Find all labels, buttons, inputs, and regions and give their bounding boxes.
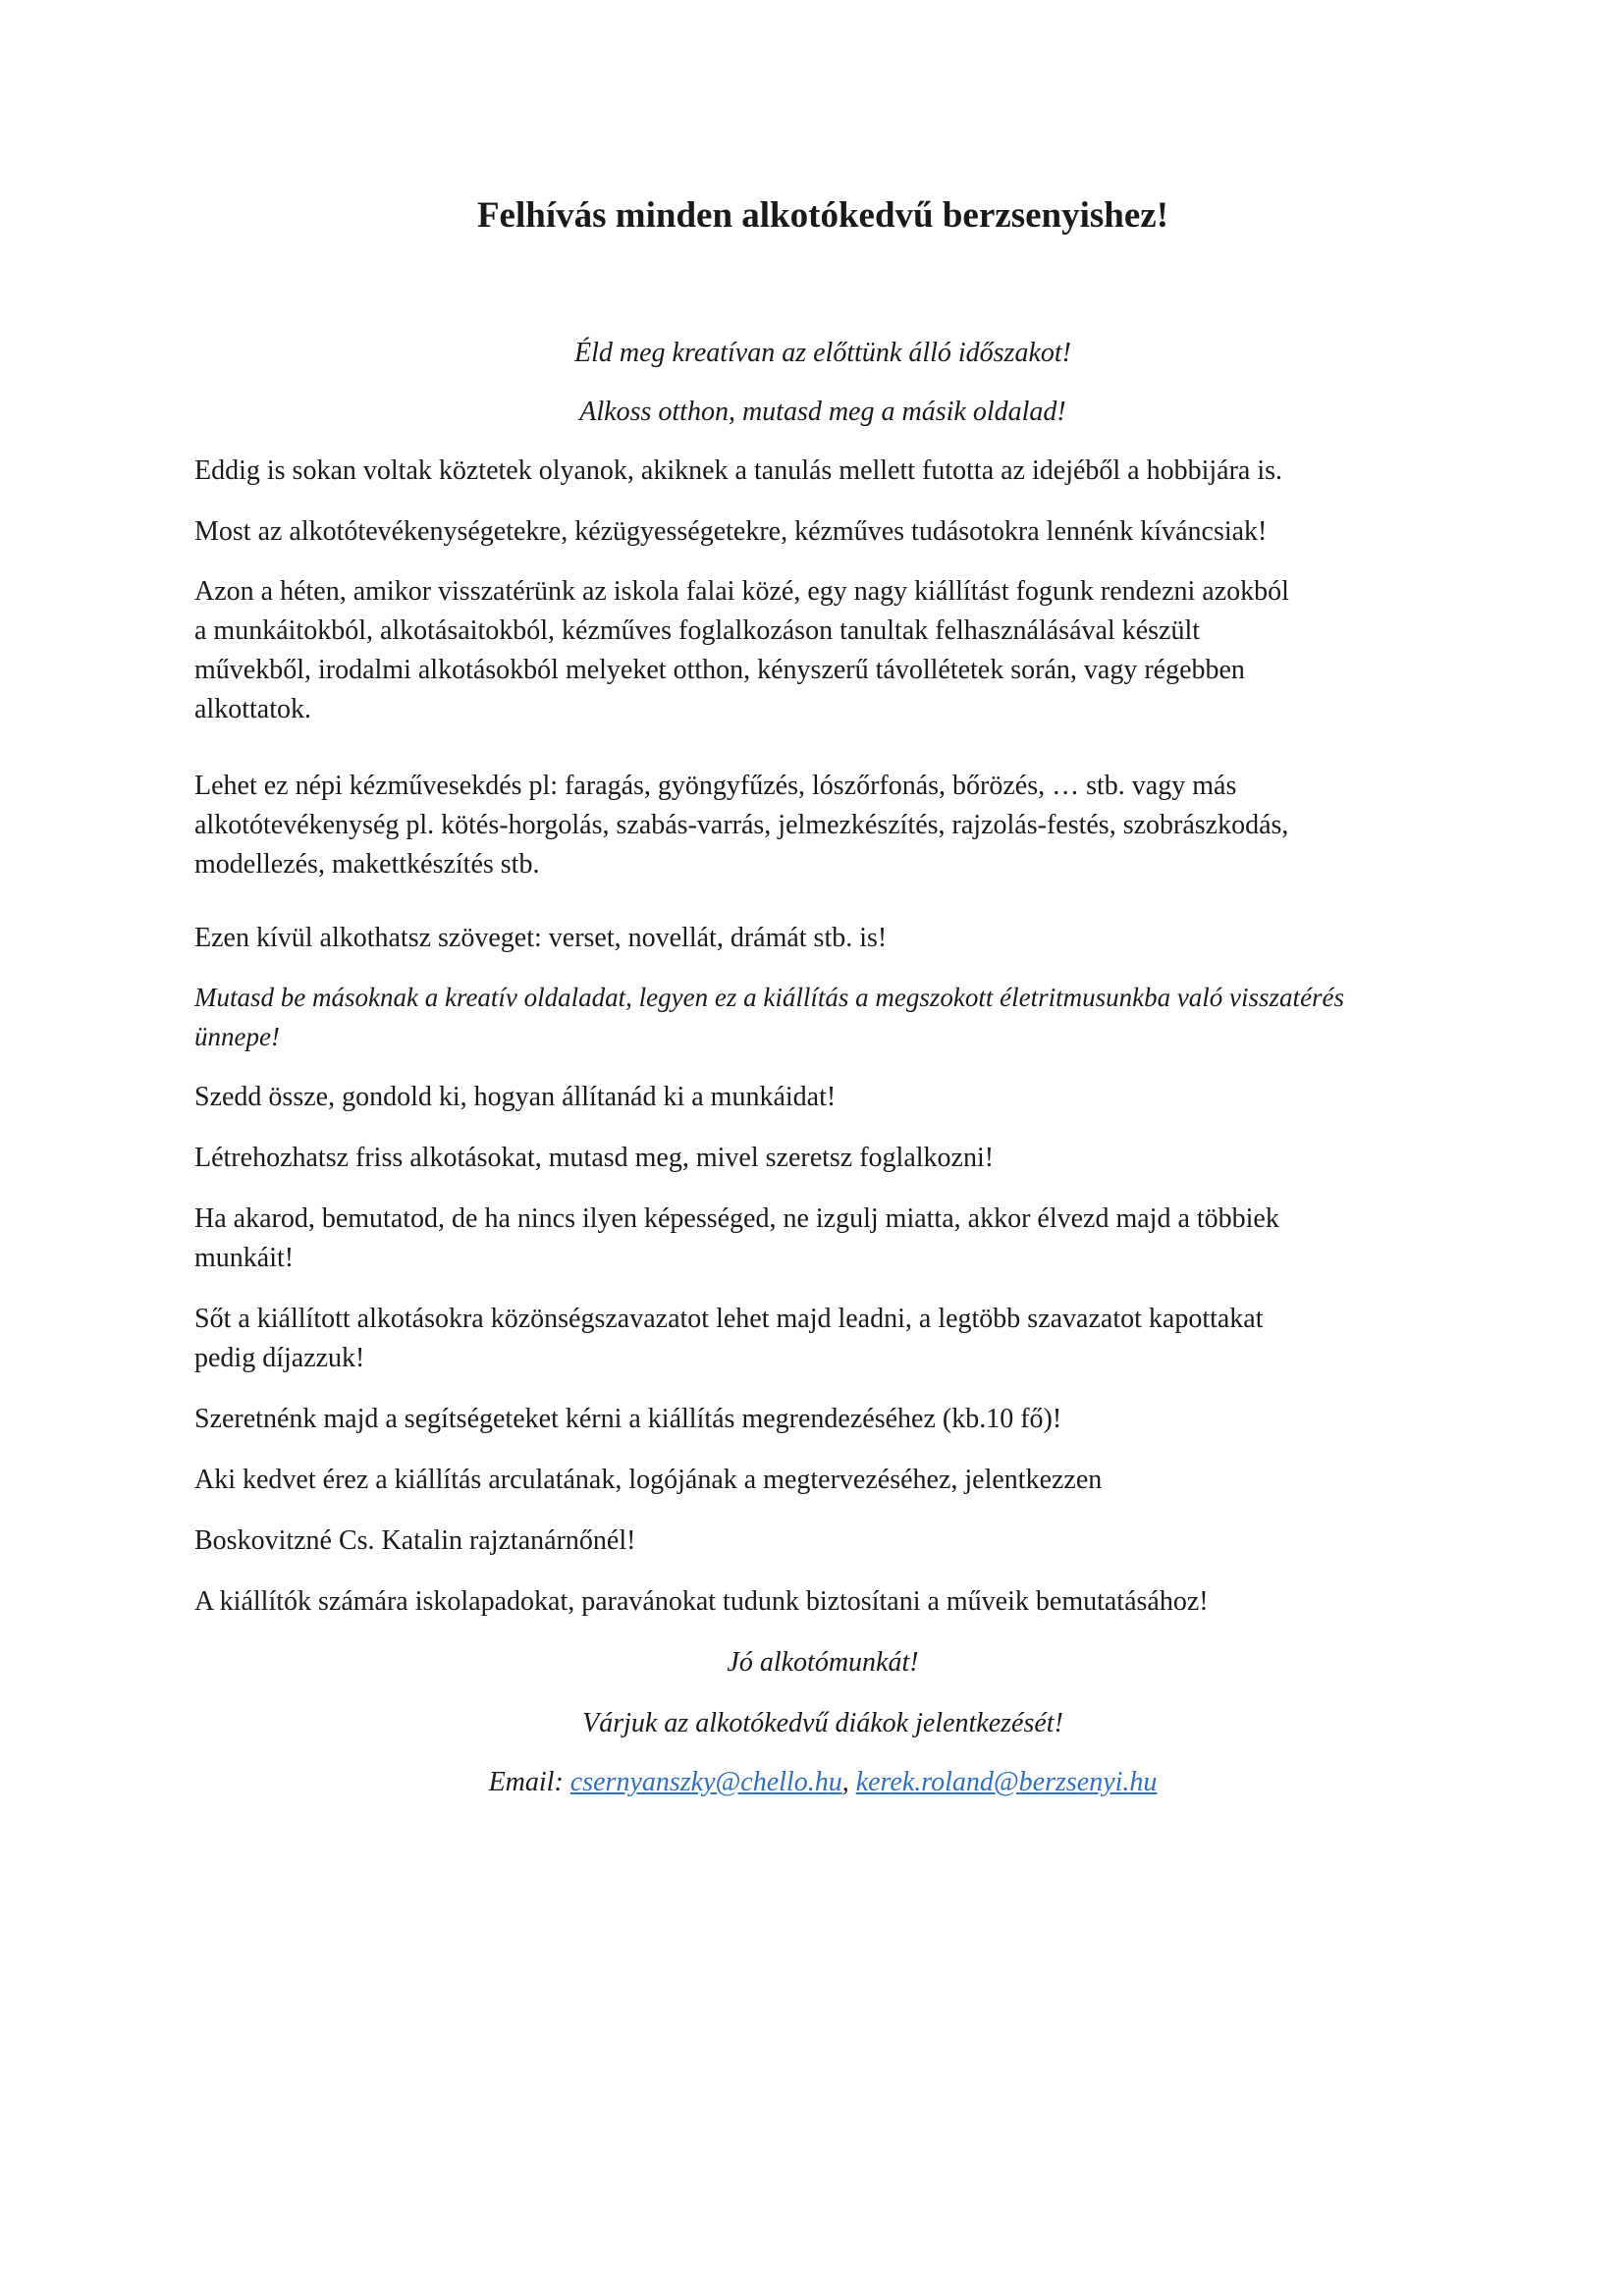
paragraph-line: Ha akarod, bemutatod, de ha nincs ilyen képességed, ne izgulj miatta, akkor élvezd majd a többiek (194, 1203, 1279, 1234)
paragraph-celebration (194, 978, 1451, 1056)
paragraph-line: Mutasd be másoknak a kreatív oldaladat, legyen ez a kiállítás a megszokott életritmusunkba való visszatérés (194, 983, 1345, 1012)
paragraph-hobbies: Eddig is sokan voltak köztetek olyanok, akiknek a tanulás mellett futotta az idejéből a hobbijára is. (194, 455, 1283, 486)
paragraph-line: művekből, irodalmi alkotásokból melyeket otthon, kényszerű távollétetek során, vagy régebben (194, 655, 1245, 685)
email-label: Email: (488, 1767, 564, 1797)
email-link-2[interactable]: kerek.roland@berzsenyi.hu (855, 1767, 1158, 1797)
paragraph-help: Szeretnénk majd a segítségeteket kérni a kiállítás megrendezéséhez (kb.10 fő)! (194, 1404, 1062, 1434)
document-title: Felhívás minden alkotókedvű berzsenyishez! (476, 195, 1169, 236)
paragraph-crafts (194, 767, 1451, 884)
tagline-2: Alkoss otthon, mutasd meg a másik oldalad! (579, 397, 1066, 427)
paragraph-line: Azon a héten, amikor visszatérünk az iskola falai közé, egy nagy kiállítást fogunk rendezni azokból (194, 576, 1289, 607)
email-line (194, 1763, 1451, 1802)
closing-line-2: Várjuk az alkotókedvű diákok jelentkezését! (582, 1708, 1063, 1738)
paragraph-line: modellezés, makettkészítés stb. (194, 849, 540, 880)
paragraph-line: ünnepe! (194, 1022, 280, 1051)
paragraph-line: alkottatok. (194, 694, 311, 724)
paragraph-teacher: Boskovitzné Cs. Katalin rajztanárnőnél! (194, 1525, 636, 1556)
paragraph-gather: Szedd össze, gondold ki, hogyan állítanád ki a munkáidat! (194, 1082, 837, 1112)
paragraph-present (194, 1200, 1451, 1278)
paragraph-create: Létrehozhatsz friss alkotásokat, mutasd meg, mivel szeretsz foglalkozni! (194, 1143, 995, 1173)
paragraph-logo: Aki kedvet érez a kiállítás arculatának, logójának a megtervezéséhez, jelentkezzen (194, 1465, 1103, 1495)
paragraph-line: a munkáitokból, alkotásaitokból, kézműves foglalkozáson tanultak felhasználásával készült (194, 615, 1201, 646)
email-link-1[interactable]: csernyanszky@chello.hu (569, 1767, 842, 1797)
paragraph-desks: A kiállítók számára iskolapadokat, paravánokat tudunk biztosítani a műveik bemutatásához! (194, 1586, 1209, 1617)
paragraph-exhibition (194, 572, 1451, 729)
tagline-1: Éld meg kreatívan az előttünk álló időszakot! (574, 338, 1071, 368)
paragraph-curiosity: Most az alkotótevékenységetekre, kézügyességetekre, kézműves tudásotokra lennénk kíváncsiak! (194, 516, 1268, 547)
paragraph-writing: Ezen kívül alkothatsz szöveget: verset, novellát, drámát stb. is! (194, 923, 888, 953)
paragraph-line: alkotótevékenység pl. kötés-horgolás, szabás-varrás, jelmezkészítés, rajzolás-festés, szobrászkodás, (194, 810, 1289, 840)
email-separator: , (841, 1767, 849, 1797)
paragraph-line: munkáit! (194, 1243, 295, 1273)
paragraph-line: Lehet ez népi kézművesekdés pl: faragás, gyöngyfűzés, lószőrfonás, bőrözés, … stb. vagy más (194, 771, 1237, 801)
closing-line-1: Jó alkotómunkát! (727, 1647, 919, 1678)
paragraph-line: pedig díjazzuk! (194, 1343, 365, 1373)
paragraph-voting (194, 1300, 1451, 1378)
paragraph-line: Sőt a kiállított alkotásokra közönségszavazatot lehet majd leadni, a legtöbb szavazatot kapottakat (194, 1304, 1264, 1334)
